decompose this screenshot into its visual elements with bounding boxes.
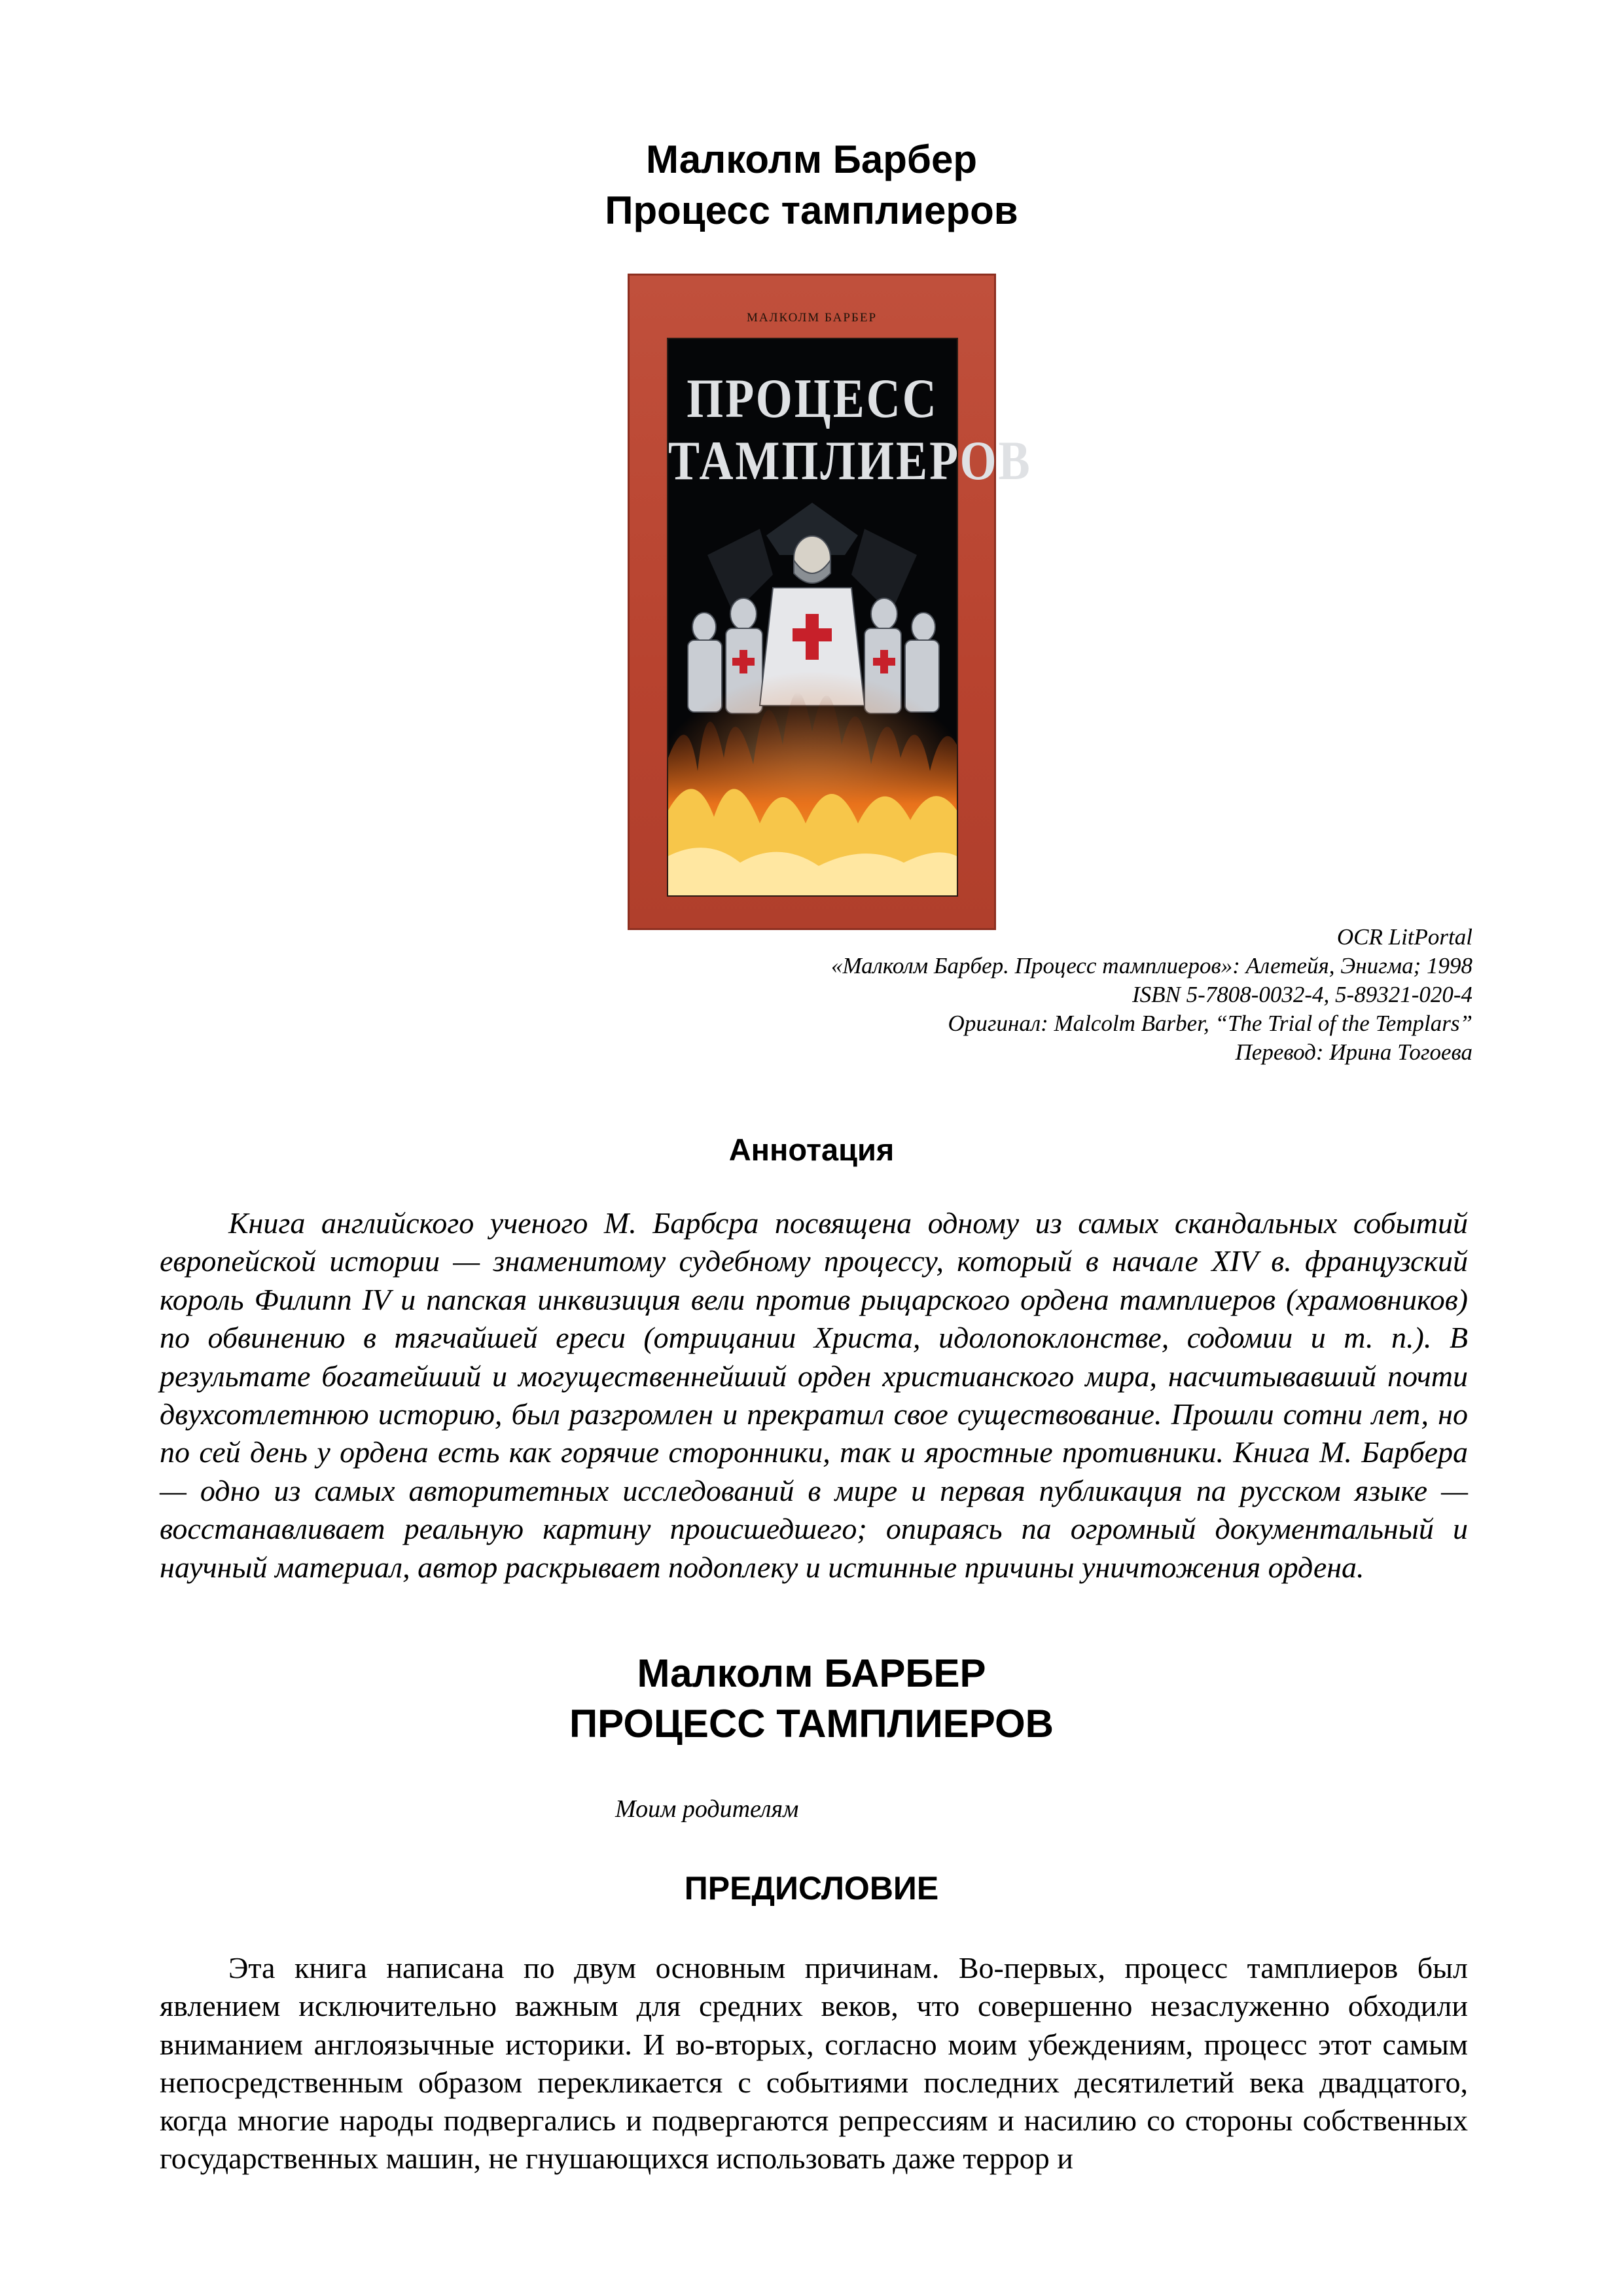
book-title-heading: ПРОЦЕСС ТАМПЛИЕРОВ <box>569 1702 1054 1746</box>
isbn: ISBN 5-7808-0032-4, 5-89321-020-4 <box>1132 982 1472 1007</box>
preface-text: Эта книга написана по двум основным причинам. Во-первых, процесс тамплиеров был явлением исключительно важным для средних веков, что совершенно незаслуженно обходили вниманием англоязычные историки. И во-вторых, согласно моим убеждениям, процесс этот самым непосредственным образом перекликается с событиями последних десятилетий века двадцатого, когда многие народы подвергались и подвергаются репрессиям и насилию со стороны собственных государственных машин, не гнушающихся использовать даже террор и <box>160 1951 1468 2176</box>
header-author: Малколм Барбер <box>646 137 977 181</box>
cover-title-line2: ТАМПЛИЕРОВ <box>668 429 1032 492</box>
annotation-heading: Аннотация <box>728 1132 895 1167</box>
preface-heading: ПРЕДИСЛОВИЕ <box>684 1870 939 1907</box>
edition-info: «Малколм Барбер. Процесс тамплиеров»: Алетейя, Энигма; 1998 <box>830 953 1472 978</box>
original-title: Оригинал: Malcolm Barber, “The Trial of the Templars” <box>948 1011 1472 1036</box>
publication-info <box>831 923 1472 1067</box>
book-author-heading: Малколм БАРБЕР <box>637 1651 986 1695</box>
cover-author: МАЛКОЛМ БАРБЕР <box>746 311 878 325</box>
book-cover-image <box>628 274 1032 930</box>
annotation-text: Книга английского ученого М. Барбсра посвящена одному из самых скандальных событий европейской истории — знаменитому судебному процессу, который в начале XIV в. французский король Филипп IV и папская инквизиция вели против рыцарского ордена тамплиеров (храмовников) по обвинению в тягчайшей ереси (отрицании Христа, идолопоклонстве, содомии и т. п.). В результате богатейший и могущественнейший орден христианского мира, насчитывавший почти двухсотлетнюю историю, был разгромлен и прекратил свое существование. Прошли сотни лет, но по сей день у ордена есть как горячие сторонники, так и яростные противники. Книга М. Барбера — одно из самых авторитетных исследований в мире и первая публикация па русском языке — восстанавливает реальную картину происшедшего; опираясь па огромный документальный и научный материал, автор раскрывает подоплеку и истинные причины уничтожения ордена. <box>160 1206 1468 1584</box>
cover-title-line1: ПРОЦЕСС <box>687 367 938 430</box>
cover-artwork-panel <box>667 338 1032 897</box>
header-title: Процесс тамплиеров <box>605 188 1018 232</box>
ocr-credit: OCR LitPortal <box>1336 924 1472 950</box>
translator: Перевод: Ирина Тогоева <box>1235 1039 1472 1065</box>
dedication: Моим родителям <box>615 1795 799 1823</box>
